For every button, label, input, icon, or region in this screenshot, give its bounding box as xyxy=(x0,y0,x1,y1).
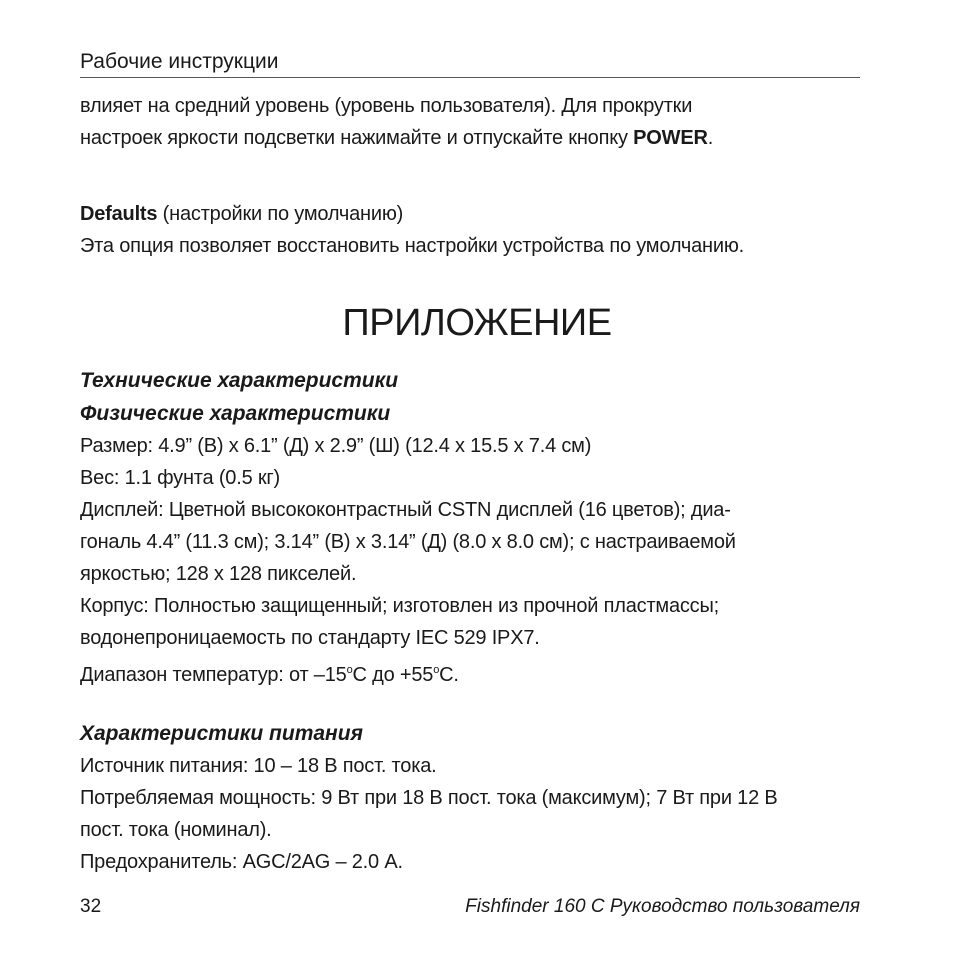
power-heading: Характеристики питания xyxy=(80,722,363,745)
intro-line-2-end: . xyxy=(707,127,714,149)
page-number: 32 xyxy=(80,896,102,917)
running-header: Рабочие инструкции xyxy=(80,50,279,73)
spec-case-1: Корпус: Полностью защищенный; изготовлен из прочной пластмассы; xyxy=(80,595,720,617)
spec-weight: Вес: 1.1 фунта (0.5 кг) xyxy=(80,467,280,489)
spec-display-2: гональ 4.4” (11.3 см); 3.14” (В) x 3.14” (Д) (8.0 x 8.0 см); с настраиваемой xyxy=(80,531,736,553)
spec-consumption-2: пост. тока (номинал). xyxy=(80,819,272,841)
spec-temperature xyxy=(80,654,736,691)
spec-consumption-1: Потребляемая мощность: 9 Вт при 18 В пост. тока (максимум); 7 Вт при 12 В xyxy=(80,787,778,809)
tech-specs xyxy=(80,364,736,691)
temp-prefix: Диапазон температур: от –15 xyxy=(80,664,347,686)
spec-display-3: яркостью; 128 x 128 пикселей. xyxy=(80,563,357,585)
defaults-term-desc: (настройки по умолчанию) xyxy=(157,203,404,225)
manual-title: Fishfinder 160 C Руководство пользователя xyxy=(465,896,860,917)
intro-line-2-text: настроек яркости подсветки нажимайте и отпускайте кнопку xyxy=(80,127,634,149)
spec-power-source: Источник питания: 10 – 18 В пост. тока. xyxy=(80,755,437,777)
degree-mark: o xyxy=(346,664,353,676)
spec-display-1: Дисплей: Цветной высококонтрастный CSTN дисплей (16 цветов); диа- xyxy=(80,499,731,521)
defaults-text: Эта опция позволяет восстановить настройки устройства по умолчанию. xyxy=(80,235,744,257)
intro-line-2 xyxy=(80,122,713,154)
temp-mid: С до +55 xyxy=(352,664,434,686)
power-specs xyxy=(80,717,778,878)
temp-suffix: С. xyxy=(439,664,459,686)
spec-fuse: Предохранитель: AGC/2AG – 2.0 А. xyxy=(80,851,403,873)
defaults-heading xyxy=(80,198,744,230)
spec-case-2: водонепроницаемость по стандарту IEC 529 IPX7. xyxy=(80,627,540,649)
spec-size: Размер: 4.9” (В) x 6.1” (Д) x 2.9” (Ш) (12.4 x 15.5 x 7.4 см) xyxy=(80,435,592,457)
defaults-term: Defaults xyxy=(80,203,158,225)
intro-line-1: влияет на средний уровень (уровень пользователя). Для прокрутки xyxy=(80,95,693,117)
defaults-paragraph xyxy=(80,198,744,262)
section-title: ПРИЛОЖЕНИЕ xyxy=(342,302,612,344)
header-rule xyxy=(80,77,860,78)
tech-heading: Технические характеристики xyxy=(80,369,399,392)
degree-mark: o xyxy=(433,664,440,676)
intro-paragraph xyxy=(80,90,713,154)
power-key-label: POWER xyxy=(633,127,708,149)
physical-heading: Физические характеристики xyxy=(80,402,391,425)
